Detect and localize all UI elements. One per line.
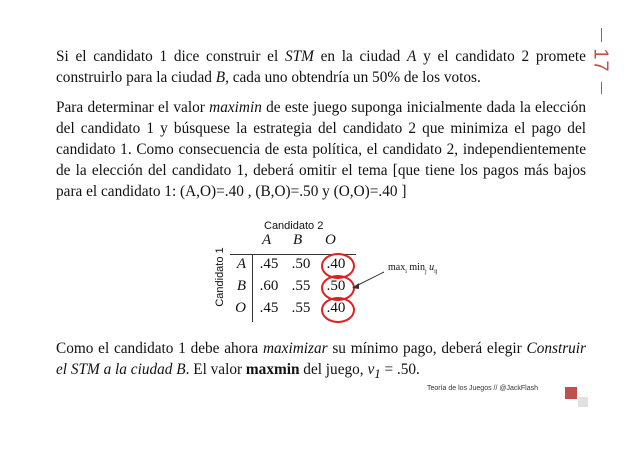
cell-b-b: .55 <box>291 278 311 294</box>
paragraph-conclusion: Como el candidato 1 debe ahora maximizar su mínimo pago, deberá elegir Construir el STM a la ciudad B. El valor maxmin del juego, $v_1 = .50$. <box>56 340 587 382</box>
footer-credit: Teoría de los Juegos // @JackFlash <box>427 385 538 392</box>
cell-a-a: .45 <box>259 256 279 272</box>
slide-number: 17 <box>589 47 612 73</box>
column-header-b: B <box>293 232 303 248</box>
row-header-o: O <box>235 300 246 316</box>
cell-o-b: .55 <box>291 300 311 316</box>
cell-b-o: .50 <box>326 278 346 294</box>
paragraph-intro: Si el candidato 1 dice construir el STM en la ciudad A y el candidato 2 promete construirlo para la ciudad B, cada uno obtendría un 50% de los votos. <box>56 48 586 86</box>
cell-o-a: .45 <box>259 300 279 316</box>
decor-square-red <box>565 387 577 399</box>
row-header-b: B <box>236 278 246 294</box>
column-header-o: O <box>325 232 336 248</box>
maxmin-formula: $\max_i \min_j u_{ij}$ <box>388 262 438 275</box>
cell-a-b: .50 <box>291 256 311 272</box>
cell-b-a: .60 <box>259 278 279 294</box>
cell-o-o: .40 <box>326 300 346 316</box>
row-header-a: A <box>236 256 246 272</box>
cell-a-o: .40 <box>326 256 346 272</box>
row-player-label: Candidato 1 <box>214 247 226 307</box>
column-header-a: A <box>262 232 272 248</box>
paragraph-maximin: Para determinar el valor maximin de este juego suponga inicialmente dada la elección del candidato 1 y búsquese la estrategia del candidato 2 que minimiza el pago del candidato 1. Como consecuencia de esta política, el candidato 2, independientemente de la elección del candidato 1, deberá omitir el tema [que tiene los pagos más bajos para el candidato 1: (A,O)=.40 , (B,O)=.50 y (O,O)=.40 ] <box>56 99 586 200</box>
column-player-label: Candidato 2 <box>264 220 324 232</box>
decor-square-gray <box>578 397 588 407</box>
